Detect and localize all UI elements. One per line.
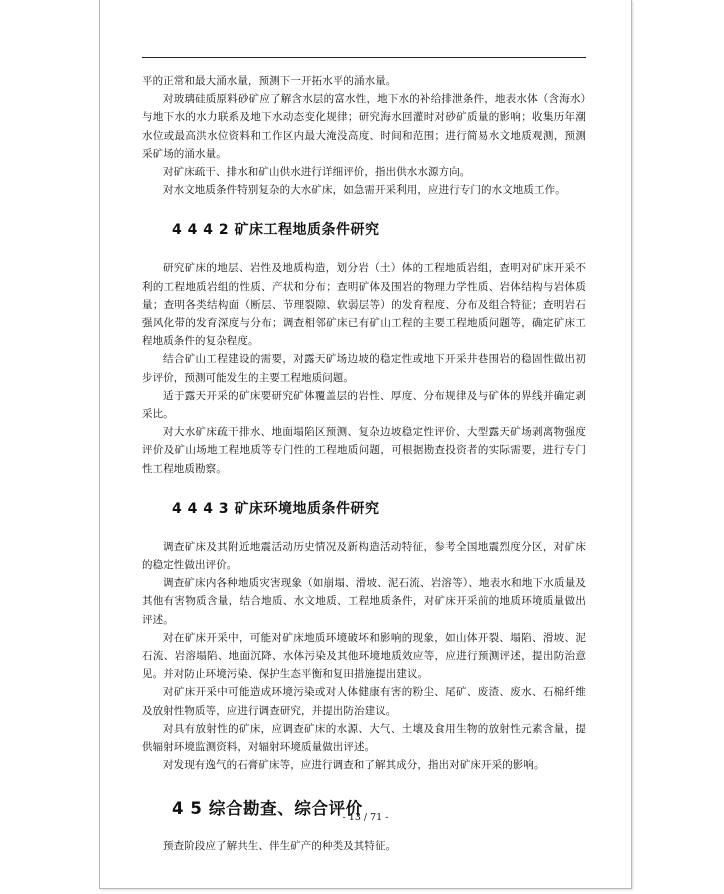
- page-number: - 13 / 71 -: [342, 812, 389, 823]
- document-page: [99, 0, 632, 889]
- paragraph: 对水文地质条件特别复杂的大水矿床，如急需开采利用，应进行专门的水文地质工作。: [163, 184, 566, 197]
- section-heading-4442: 4 4 4 2 矿床工程地质条件研究: [172, 222, 380, 239]
- paragraph: 研究矿床的地层、岩性及地质构造，划分岩（土）体的工程地质岩组，查明对矿床开采不利的工程地质岩组的性质、产状和分布；查明矿体及围岩的物理力学性质、岩体结构与岩体质量；查明各类结构面（断层、节理裂隙、软弱层等）的发育程度、分布及组合特征；查明岩石强风化带的发育深度与分布；调查相邻矿床已有矿山工程的主要工程地质问题等，确定矿床工程地质条件的复杂程度。: [142, 262, 586, 348]
- paragraph: 对具有放射性的矿床，应调查矿床的水源、大气、土壤及食用生物的放射性元素含量，提供辐射环境监测资料，对辐射环境质量做出评述。: [142, 722, 586, 754]
- paragraph: 调查矿床及其附近地震活动历史情况及新构造活动特征，参考全国地震烈度分区，对矿床的稳定性做出评价。: [142, 540, 586, 572]
- paragraph: 预查阶段应了解共生、伴生矿产的种类及其特征。: [163, 839, 397, 852]
- paragraph: 调查矿床内各种地质灾害现象（如崩塌、滑坡、泥石流、岩溶等）、地表水和地下水质量及其他有害物质含量，结合地质、水文地质、工程地质条件，对矿床开采前的地质环境质量做出评述。: [142, 577, 586, 626]
- paragraph: 适于露天开采的矿床要研究矿体覆盖层的岩性、厚度、分布规律及与矿体的界线并确定剥采比。: [142, 389, 586, 421]
- paragraph: 对矿床开采中可能造成环境污染或对人体健康有害的粉尘、尾矿、废渣、废水、石棉纤维及放射性物质等，应进行调查研究，并提出防治建议。: [142, 686, 586, 717]
- paragraph: 对发现有逸气的石膏矿床等，应进行调查和了解其成分，指出对矿床开采的影响。: [163, 759, 545, 772]
- paragraph: 对大水矿床疏干排水、地面塌陷区预测、复杂边坡稳定性评价、大型露天矿场剥离物强度评价及矿山场地工程地质等专门性的工程地质问题，可根据勘查投资者的实际需要，进行专门性工程地质勘察。: [142, 426, 586, 475]
- paragraph: 对矿床疏干、排水和矿山供水进行详细评价，指出供水水源方向。: [163, 166, 471, 179]
- page-content: [142, 72, 586, 855]
- paragraph: 结合矿山工程建设的需要，对露天矿场边坡的稳定性或地下开采井巷围岩的稳固性做出初步评价，预测可能发生的主要工程地质问题。: [142, 353, 586, 384]
- section-heading-45: 4 5 综合勘查、综合评价: [172, 798, 363, 818]
- section-heading-4443: 4 4 4 3 矿床环境地质条件研究: [172, 500, 380, 517]
- paragraph: 对在矿床开采中，可能对矿床地质环境破坏和影响的现象，如山体开裂、塌陷、滑坡、泥石流、岩溶塌陷、地面沉降、水体污染及其他环境地质效应等，应进行预测评述，提出防治意见。并对防止环境污染、保护生态平衡和复田措施提出建议。: [142, 631, 586, 681]
- paragraph-continued: 平的正常和最大涌水量，预测下一开拓水平的涌水量。: [142, 75, 397, 87]
- paragraph: 对玻璃硅质原料砂矿应了解含水层的富水性，地下水的补给排泄条件，地表水体（含海水）与地下水的水力联系及地下水动态变化规律；研究海水回灌时对砂矿质量的影响；收集历年潮水位或最高洪水位资料和工作区内最大淹没高度、时间和范围；进行简易水文地质观测，预测采矿场的涌水量。: [142, 93, 586, 160]
- header-rule: [142, 57, 586, 58]
